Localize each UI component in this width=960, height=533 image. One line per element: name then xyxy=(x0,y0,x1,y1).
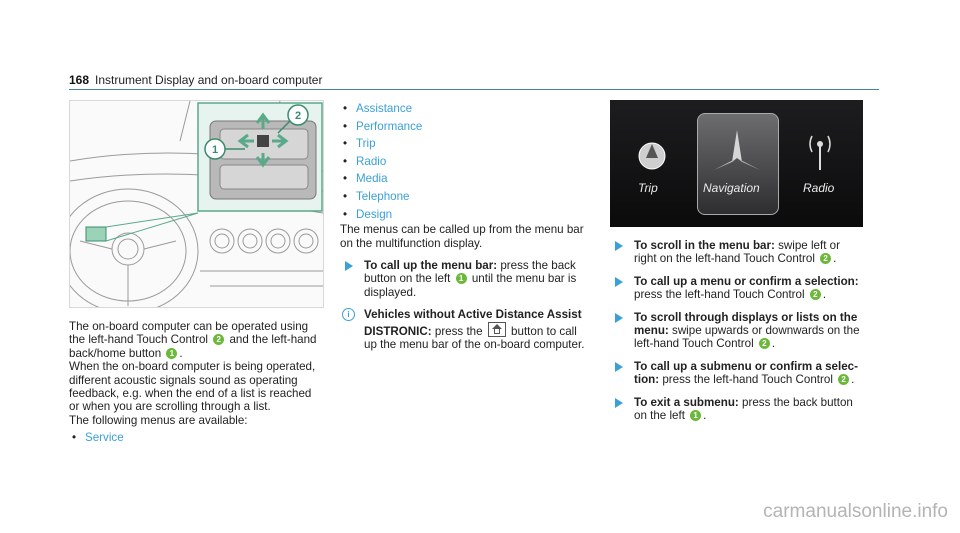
step-call-menu-bar xyxy=(340,259,602,299)
text-line: The on-board computer can be operated using xyxy=(69,320,309,333)
text-line: back/home button xyxy=(69,346,162,360)
text-line: button on the left xyxy=(364,272,451,286)
step-label: To call up a menu or confirm a selection: xyxy=(634,274,859,288)
text-line: When the on-board computer is being operated, xyxy=(69,360,316,374)
text-line: displayed. xyxy=(364,285,417,299)
tile-radio[interactable]: Radio xyxy=(803,181,835,195)
arrow-right-icon xyxy=(615,313,623,323)
callout-1: 1 xyxy=(211,144,219,156)
intro-text xyxy=(69,320,331,447)
column-1 xyxy=(69,100,331,447)
text-line: . xyxy=(703,409,707,423)
text-line: swipe upwards or downwards on the xyxy=(672,324,860,338)
step-label: To scroll in the menu bar: xyxy=(634,239,775,252)
menu-item-media[interactable]: • Media xyxy=(340,170,602,188)
menu-item-radio[interactable]: • Radio xyxy=(340,153,602,171)
menu-item-telephone[interactable]: • Telephone xyxy=(340,188,602,206)
text-line: . xyxy=(851,373,855,387)
callout-2: 2 xyxy=(294,110,302,122)
menu-bar-photo xyxy=(610,100,863,227)
step-label: tion: xyxy=(634,373,660,387)
callout-1-badge: 1 xyxy=(166,348,177,359)
arrow-right-icon xyxy=(615,362,623,372)
info-icon: i xyxy=(342,308,355,321)
text-line: press the left-hand Touch Control xyxy=(662,373,833,387)
text-line: . xyxy=(771,337,776,351)
page-number: 168 xyxy=(69,73,90,87)
callout-2-badge: 2 xyxy=(820,253,831,264)
header-rule xyxy=(69,89,879,90)
menu-item-trip[interactable]: • Trip xyxy=(340,135,602,153)
text-line: The menus can be called up from the menu bar xyxy=(340,223,584,237)
text-line: . xyxy=(179,346,183,360)
arrow-right-icon xyxy=(615,241,623,251)
menu-item-assistance[interactable]: • Assistance xyxy=(340,100,602,118)
step-label: menu: xyxy=(634,324,669,338)
note-label: Vehicles without Active Distance Assist xyxy=(364,308,582,322)
step-scroll-menu-bar xyxy=(610,239,872,266)
text-line: until the menu bar is xyxy=(471,272,577,286)
text-line: button to call xyxy=(511,324,577,338)
step-label: To call up a submenu or confirm a selec- xyxy=(634,359,858,373)
column-2 xyxy=(340,100,602,351)
text-line: and the left-hand xyxy=(229,333,317,347)
text-line: left-hand Touch Control xyxy=(634,337,754,351)
tile-trip[interactable]: Trip xyxy=(638,181,658,195)
note-without-distronic xyxy=(340,308,602,351)
arrow-right-icon xyxy=(615,277,623,287)
step-call-menu xyxy=(610,275,872,302)
text-line: press the back xyxy=(500,258,576,272)
arrow-right-icon xyxy=(615,398,623,408)
callout-2-badge: 2 xyxy=(213,334,224,345)
callout-2-badge: 2 xyxy=(759,338,770,349)
text-line: different acoustic signals sound as operating xyxy=(69,373,298,387)
text-line: . xyxy=(833,252,837,266)
note-label: DISTRONIC: xyxy=(364,324,432,338)
callout-2-badge: 2 xyxy=(838,374,849,385)
text-line: press the xyxy=(434,324,483,338)
page-title: Instrument Display and on-board computer xyxy=(95,73,323,87)
text-line: press the left-hand Touch Control xyxy=(634,288,805,302)
step-label: To scroll through displays or lists on the xyxy=(634,310,858,324)
menu-item-service[interactable]: • Service xyxy=(69,429,331,447)
text-line: or when you are scrolling through a list. xyxy=(69,400,271,414)
page-header xyxy=(69,71,879,91)
menus-available-text: The following menus are available: xyxy=(69,413,248,427)
arrow-right-icon xyxy=(345,261,353,271)
watermark: carmanualsonline.info xyxy=(763,501,948,522)
text-line: right on the left-hand Touch Control xyxy=(634,252,815,266)
step-exit-submenu xyxy=(610,396,872,423)
text-line: up the menu bar of the on-board computer. xyxy=(364,338,585,351)
tile-navigation[interactable]: Navigation xyxy=(703,181,760,195)
text-line: feedback, e.g. when the end of a list is reached xyxy=(69,387,312,401)
step-label: To call up the menu bar: xyxy=(364,258,498,272)
callout-2-badge: 2 xyxy=(810,289,821,300)
step-scroll-lists xyxy=(610,311,872,351)
menu-bar-text xyxy=(340,223,602,250)
tile-icons xyxy=(610,100,863,227)
menu-list-part1 xyxy=(69,429,331,447)
home-button-icon xyxy=(488,322,506,337)
steering-wheel-drawing xyxy=(70,101,323,307)
menu-item-design[interactable]: • Design xyxy=(340,206,602,224)
text-line: press the back button xyxy=(742,395,853,409)
steering-wheel-illustration xyxy=(69,100,324,308)
callout-1-badge: 1 xyxy=(690,410,701,421)
menu-item-performance[interactable]: • Performance xyxy=(340,118,602,136)
step-label: To exit a submenu: xyxy=(634,395,739,409)
step-call-submenu xyxy=(610,360,872,387)
text-line: the left-hand Touch Control xyxy=(69,333,208,347)
text-line: . xyxy=(822,288,827,302)
text-line: on the left xyxy=(634,409,685,423)
callout-1-badge: 1 xyxy=(456,273,467,284)
menu-list-part2 xyxy=(340,100,602,223)
text-line: on the multifunction display. xyxy=(340,236,483,250)
column-3 xyxy=(610,100,872,422)
text-line: swipe left or xyxy=(778,239,840,252)
